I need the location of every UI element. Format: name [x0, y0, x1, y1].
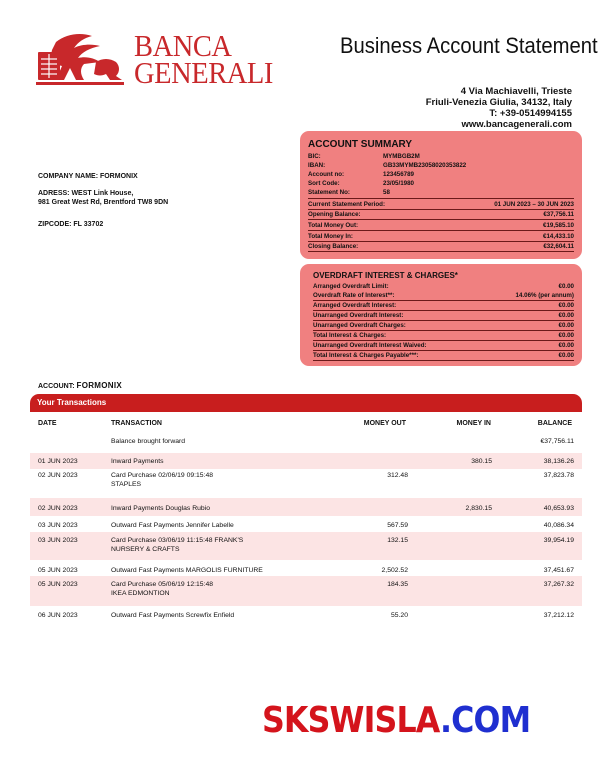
- transaction-balance: 37,212.12: [543, 612, 574, 619]
- transaction-balance: 37,823.78: [543, 472, 574, 479]
- transaction-date: 02 JUN 2023: [38, 472, 78, 479]
- transaction-out: 2,502.52: [381, 567, 408, 574]
- statement-period-label: Current Statement Period:: [308, 200, 386, 208]
- opening-balance-row: [308, 209, 574, 220]
- statement-no-label: Statement No:: [308, 189, 350, 196]
- watermark-part2: .COM: [439, 700, 531, 741]
- bank-logo: [36, 28, 276, 92]
- account-no-row: [308, 171, 414, 180]
- bic-row: [308, 153, 420, 162]
- winged-lion-icon: [36, 32, 128, 88]
- overdraft-row-label: Total Interest & Charges Payable***:: [313, 351, 419, 359]
- money-in-value: €14,433.10: [543, 232, 574, 240]
- transaction-row: [30, 433, 582, 451]
- bank-street: 4 Via Machiavelli, Trieste: [460, 86, 572, 97]
- overdraft-row-label: Unarranged Overdraft Interest Waived:: [313, 341, 427, 349]
- overdraft-row-label: Unarranged Overdraft Charges:: [313, 321, 406, 329]
- transactions-header-label: Your Transactions: [37, 398, 107, 407]
- column-money-out: MONEY OUT: [363, 420, 406, 427]
- transaction-desc: Card Purchase 02/06/19 09:15:48: [111, 472, 214, 479]
- overdraft-row-value: €0.00: [558, 331, 574, 339]
- transaction-row: [30, 517, 582, 531]
- closing-balance-row: [308, 241, 574, 252]
- opening-balance-label: Opening Balance:: [308, 210, 361, 218]
- closing-balance-value: €32,604.11: [543, 242, 574, 250]
- transaction-date: 06 JUN 2023: [38, 612, 78, 619]
- iban-value: GB33MYMB23058020353822: [383, 162, 467, 169]
- watermark-part1: SKSWISLA: [262, 700, 440, 741]
- bank-phone: T: +39-0514994155: [489, 108, 572, 119]
- company-address-line1: ADRESS: WEST Link House,: [38, 190, 134, 197]
- transaction-row: [30, 467, 582, 497]
- bic-label: BIC:: [308, 153, 321, 160]
- iban-row: [308, 162, 467, 171]
- bic-value: MYMBGB2M: [383, 153, 420, 160]
- transaction-out: 184.35: [387, 581, 408, 588]
- transaction-date: 01 JUN 2023: [38, 458, 78, 465]
- statement-no-value: 58: [383, 189, 390, 196]
- transaction-desc-line2: STAPLES: [111, 481, 142, 488]
- company-address-line2: 981 Great West Rd, Brentford TW8 9DN: [38, 199, 169, 206]
- transaction-balance: 40,653.93: [543, 505, 574, 512]
- column-transaction: TRANSACTION: [111, 420, 162, 427]
- account-line-label: ACCOUNT:: [38, 383, 75, 390]
- overdraft-row-label: Arranged Overdraft Limit:: [313, 282, 389, 290]
- overdraft-row-label: Total Interest & Charges:: [313, 331, 387, 339]
- column-date: DATE: [38, 420, 57, 427]
- overdraft-row-label: Unarranged Overdraft Interest:: [313, 311, 404, 319]
- column-money-in: MONEY IN: [456, 420, 491, 427]
- overdraft-row-value: €0.00: [558, 311, 574, 319]
- transaction-desc: Outward Fast Payments Screwfix Enfield: [111, 612, 235, 619]
- overdraft-row-value: 14.06% (per annum): [515, 291, 574, 299]
- transaction-balance: 38,136.26: [543, 458, 574, 465]
- transaction-desc: Outward Fast Payments Jennifer Labelle: [111, 522, 234, 529]
- transaction-date: 05 JUN 2023: [38, 567, 78, 574]
- overdraft-row-value: €0.00: [558, 351, 574, 359]
- transaction-desc: Inward Payments Douglas Rubio: [111, 505, 210, 512]
- bank-website[interactable]: www.bancagenerali.com: [461, 119, 572, 130]
- iban-label: IBAN:: [308, 162, 326, 169]
- transaction-desc: Card Purchase 03/06/19 11:15:48 FRANK'S: [111, 537, 244, 544]
- overdraft-row-label: Arranged Overdraft Interest:: [313, 301, 397, 309]
- account-line: [38, 381, 122, 390]
- document-title: Business Account Statement: [340, 33, 598, 58]
- overdraft-box: [300, 264, 582, 366]
- transaction-desc: Card Purchase 05/06/19 12:15:48: [111, 581, 214, 588]
- transaction-date: 03 JUN 2023: [38, 522, 78, 529]
- transaction-out: 55.20: [390, 612, 408, 619]
- opening-balance-value: €37,756.11: [543, 210, 574, 218]
- transaction-date: 02 JUN 2023: [38, 505, 78, 512]
- overdraft-title: OVERDRAFT INTEREST & CHARGES*: [313, 271, 458, 280]
- money-out-label: Total Money Out:: [308, 221, 359, 229]
- transaction-date: 05 JUN 2023: [38, 581, 78, 588]
- account-no-label: Account no:: [308, 171, 345, 178]
- transaction-desc-line2: NURSERY & CRAFTS: [111, 546, 180, 553]
- overdraft-row-label: Overdraft Rate of Interest**:: [313, 291, 395, 299]
- overdraft-row-value: €0.00: [558, 321, 574, 329]
- transaction-in: 380.15: [471, 458, 492, 465]
- transaction-row: [30, 607, 582, 623]
- transaction-desc-line2: IKEA EDMONTION: [111, 590, 170, 597]
- company-name: COMPANY NAME: FORMONIX: [38, 173, 138, 180]
- transaction-desc: Outward Fast Payments MARGOLIS FURNITURE: [111, 567, 263, 574]
- bank-name-line1: BANCA: [134, 28, 232, 63]
- transaction-row: [30, 562, 582, 576]
- money-in-label: Total Money In:: [308, 232, 353, 240]
- overdraft-row-value: €0.00: [558, 341, 574, 349]
- bank-region: Friuli-Venezia Giulia, 34132, Italy: [425, 97, 572, 108]
- statement-no-row: [308, 189, 390, 198]
- sort-code-row: [308, 180, 414, 189]
- overdraft-row-value: €0.00: [558, 301, 574, 309]
- watermark: [262, 700, 530, 741]
- bank-name-line2: GENERALI: [134, 55, 273, 90]
- money-out-row: [308, 220, 574, 231]
- transaction-out: 312.48: [387, 472, 408, 479]
- transaction-row: [30, 532, 582, 560]
- account-summary-box: [300, 131, 582, 259]
- transaction-balance: 37,267.32: [543, 581, 574, 588]
- transaction-balance: 37,451.67: [543, 567, 574, 574]
- transaction-balance: 39,954.19: [543, 537, 574, 544]
- transactions-header: [30, 394, 582, 412]
- sort-code-value: 23/05/1980: [383, 180, 414, 187]
- account-summary-title: ACCOUNT SUMMARY: [308, 139, 413, 150]
- transaction-row: [30, 576, 582, 606]
- account-line-name: FORMONIX: [76, 381, 123, 390]
- transaction-in: 2,830.15: [465, 505, 492, 512]
- sort-code-label: Sort Code:: [308, 180, 340, 187]
- money-out-value: €19,585.10: [543, 221, 574, 229]
- transaction-balance: 40,086.34: [543, 522, 574, 529]
- transaction-out: 132.15: [387, 537, 408, 544]
- column-balance: BALANCE: [537, 420, 572, 427]
- overdraft-row-value: €0.00: [558, 282, 574, 290]
- closing-balance-label: Closing Balance:: [308, 242, 359, 250]
- company-zipcode: ZIPCODE: FL 33702: [38, 221, 104, 228]
- transaction-row: [30, 498, 582, 516]
- transaction-out: 567.59: [387, 522, 408, 529]
- bank-name: [134, 28, 273, 90]
- overdraft-row: [313, 350, 574, 361]
- statement-period-value: 01 JUN 2023 – 30 JUN 2023: [494, 200, 574, 208]
- account-no-value: 123456789: [383, 171, 414, 178]
- transaction-desc: Balance brought forward: [111, 438, 186, 445]
- transaction-balance: €37,756.11: [540, 438, 574, 445]
- transaction-desc: Inward Payments: [111, 458, 164, 465]
- transaction-date: 03 JUN 2023: [38, 537, 78, 544]
